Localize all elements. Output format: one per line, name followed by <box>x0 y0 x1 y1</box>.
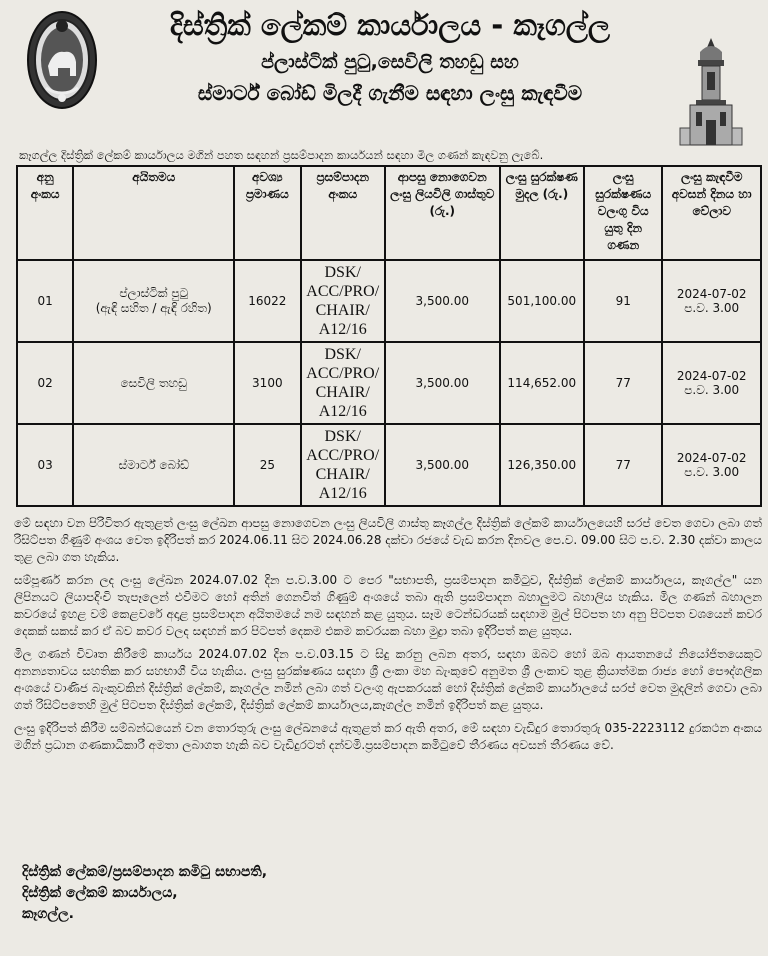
row-security: 114,652.00 <box>500 342 584 424</box>
row-no: 02 <box>17 342 73 424</box>
row-fee: 3,500.00 <box>385 424 500 506</box>
row-fee: 3,500.00 <box>385 260 500 342</box>
row-code-line: CHAIR/ <box>315 302 370 319</box>
row-code-line: DSK/ <box>324 264 361 281</box>
col-header-validity: ලංසු සුරක්ෂණය වලංගු විය යුතු දින ගණන <box>584 166 662 260</box>
signature-line-city: කෑගල්ල. <box>22 906 74 922</box>
tender-table <box>16 146 762 507</box>
row-item <box>73 260 234 342</box>
row-code-line: ACC/PRO/ <box>306 283 380 300</box>
row-date: 2024-07-02 <box>676 286 747 301</box>
row-item <box>73 342 234 424</box>
paragraph-submission: සම්පූර්ණ කරන ලද ලංසු ලේඛන 2024.07.02 දින ප.ව.3.00 ට පෙර "සභාපති, ප්‍රසම්පාදන කමිටුව, දිස්ත්‍රික් ලේකම් කාර්යාලය, කෑගල්ල" යන ලිපිනයට ලියාපදිංචි තැපෑලෙන් එවීමට හෝ අතින් ගෙනවිත් ගිණුම් අංශයේ තබා ඇති ප්‍රසම්පාදන බහාලුමට බහාලිය හැකිය. මිල ගණන් බහාලන කවරයේ ඉහළ වම් කෙළවරේ අදාළ ප්‍රසම්පාදන අයිතමයේ නම සඳහන් කළ යුතුය. සෑම ටෙන්ඩරයක් සඳහාම මුල් පිටපත හා අනු පිටපත වශයෙන් කවර දෙකක් සකස් කර ඒ බව කවර වලද සඳහන් කර පිටපත් දෙකම එකම කවරයක බහා මුද්‍රා තබා ඉදිරිපත් කළ යුතුය. <box>14 573 762 638</box>
col-header-security: ලංසු සුරක්ෂණ මුදල (රු.) <box>500 166 584 260</box>
row-code-line: DSK/ <box>324 346 361 363</box>
clock-tower-icon <box>676 36 746 148</box>
row-qty: 25 <box>234 424 300 506</box>
signature-block <box>22 862 267 925</box>
row-item-name: සෙවිලි තහඩු <box>120 375 187 390</box>
signature-line-office: දිස්ත්‍රික් ලේකම් කාර්යාලය, <box>22 885 178 901</box>
col-header-no: අනු අංකය <box>17 166 73 260</box>
notice-header <box>0 0 768 150</box>
row-days: 77 <box>584 342 662 424</box>
row-code-line: DSK/ <box>324 428 361 445</box>
paragraph-opening: මිල ගණන් විවෘත කිරීමේ කාර්යය 2024.07.02 දින ප.ව.03.15 ට සිදු කරනු ලබන අතර, සඳහා ඔබට හෝ ඔබ ආයතනයේ නියෝජිතයෙකුට අනන්‍යතාවය සහතික කර සහභාගී විය හැකිය. ලංසු සුරක්ෂණය සඳහා ශ්‍රී ලංකා මහ බැංකුවේ අනුමත ශ්‍රී ලංකාව තුළ ක්‍රියාත්මක රාජ්‍ය හෝ පෞද්ගලික අංශයේ වාණිජ බැංකුවකින් දිස්ත්‍රික් ලේකම්, කෑගල්ල නමින් ලබා ගත් වලංගු ඇපකරයක් හෝ දිස්ත්‍රික් ලේකම් කාර්යාලයේ සරප් වෙත මුදලින් ගෙවා ලබා ගත් රිසිට්පතෙහි මුල් පිටපත දිස්ත්‍රික් ලේකම්, දිස්ත්‍රික් ලේකම් කාර්යාලය,කෑගල්ල නමින් ඉදිරිපත් කළ යුතුය. <box>14 647 762 712</box>
row-code <box>301 342 385 424</box>
row-date: 2024-07-02 <box>676 450 747 465</box>
row-days: 77 <box>584 424 662 506</box>
row-code <box>301 260 385 342</box>
row-closing <box>662 424 761 506</box>
row-time: ප.ව. 3.00 <box>684 464 740 479</box>
row-no: 03 <box>17 424 73 506</box>
notice-title: දිස්ත්‍රික් ලේකම් කාර්යාලය - කෑගල්ල <box>169 8 611 42</box>
notice-body <box>14 515 762 760</box>
government-emblem-icon <box>24 6 100 114</box>
row-code-line: CHAIR/ <box>315 384 370 401</box>
notice-titles <box>110 6 670 108</box>
col-header-closing: ලංසු කැඳවීම අවසන් දිනය හා වේලාව <box>662 166 761 260</box>
notice-subtitle-line1: ප්ලාස්ටික් පුටු,සෙවිලි තහඩු සහ <box>261 51 519 73</box>
signature-line-title: දිස්ත්‍රික් ලේකම්/ප්‍රසම්පාදන කමිටු සභාපති, <box>22 864 268 880</box>
notice-subtitle-line2: ස්මාර්ට් බෝඩ් මිලදී ගැනීම සඳහා ලංසු කැඳවීම <box>197 81 583 105</box>
row-closing <box>662 342 761 424</box>
row-security: 501,100.00 <box>500 260 584 342</box>
row-closing <box>662 260 761 342</box>
row-security: 126,350.00 <box>500 424 584 506</box>
row-time: ප.ව. 3.00 <box>684 382 740 397</box>
row-code-line: A12/16 <box>318 321 367 338</box>
row-code-line: A12/16 <box>318 403 367 420</box>
table-header-row <box>17 166 761 260</box>
table-caption-row <box>17 146 761 166</box>
row-fee: 3,500.00 <box>385 342 500 424</box>
paragraph-information: ලංසු ඉදිරිපත් කිරීම සම්බන්ධයෙන් වන තොරතුරු ලංසු ලේඛනයේ ඇතුළත් කර ඇති අතර, මේ සඳහා වැඩිදුර තොරතුරු 035-2223112 දුරකථන අංකය මගින් ප්‍රධාන ගණකාධිකාරී අමතා ලබාගත හැකි බව වැඩිදුරටත් දන්වමි.ප්‍රසම්පාදන කමිටුවේ තීරණය අවසන් තීරණය වේ. <box>14 721 762 752</box>
row-item-name: ස්මාර්ට් බෝඩ් <box>118 457 189 472</box>
intro-text: කෑගල්ල දිස්ත්‍රික් ලේකම් කාර්යාලය මගින් පහත සඳහන් ප්‍රසම්පාදන කාර්යයන් සඳහා මිල ගණන් කැඳවනු ලැබේ. <box>19 148 544 162</box>
row-code-line: A12/16 <box>318 485 367 502</box>
row-date: 2024-07-02 <box>676 368 747 383</box>
row-time: ප.ව. 3.00 <box>684 300 740 315</box>
row-item-note: (ඇඳි සහිත / ඇඳි රහිත) <box>95 301 212 315</box>
row-qty: 16022 <box>234 260 300 342</box>
col-header-fee: ආපසු නොගෙවන ලංසු ලියවිලි ගාස්තුව (රු.) <box>385 166 500 260</box>
table-row <box>17 424 761 506</box>
row-days: 91 <box>584 260 662 342</box>
col-header-qty: අවශ්‍ය ප්‍රමාණය <box>234 166 300 260</box>
row-no: 01 <box>17 260 73 342</box>
row-code-line: CHAIR/ <box>315 466 370 483</box>
row-qty: 3100 <box>234 342 300 424</box>
table-row <box>17 260 761 342</box>
col-header-item: අයිතමය <box>73 166 234 260</box>
row-code-line: ACC/PRO/ <box>306 447 380 464</box>
row-code <box>301 424 385 506</box>
col-header-code: ප්‍රසම්පාදන අංකය <box>301 166 385 260</box>
row-item-name: ප්ලාස්ටික් පුටු <box>119 286 189 300</box>
table-row <box>17 342 761 424</box>
row-code-line: ACC/PRO/ <box>306 365 380 382</box>
paragraph-documents: මේ සඳහා වන පිරිවිතර ඇතුළත් ලංසු ලේඛන ආපසු නොගෙවන ලංසු ලියවිලි ගාස්තු කෑගල්ල දිස්ත්‍රික් ලේකම් කාර්යාලයෙහි සරප් වෙත ගෙවා ලබා ගත් රිසිට්පත ගිණුම් අංශය වෙත ඉදිරිපත් කර 2024.06.11 සිට 2024.06.28 දක්වා රජයේ වැඩ කරන දිනවල පෙ.ව. 09.00 සිට ප.ව. 2.30 දක්වා කාලය තුළ ලබා ගත හැකිය. <box>14 516 762 564</box>
row-item <box>73 424 234 506</box>
